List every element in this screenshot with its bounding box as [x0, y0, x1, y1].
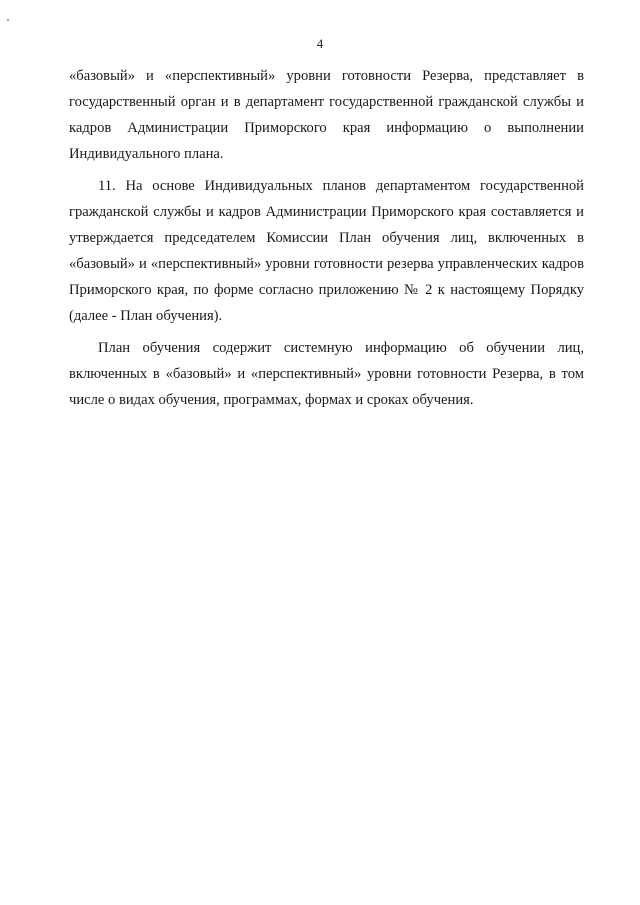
paragraph-item-11: 11. На основе Индивидуальных планов департаментом государственной гражданской службы и кадров Администрации Приморского края составляется и утверждается председателем Комиссии План обучения лиц, включенных в «базовый» и «перспективный» уровни готовности резерва управленческих кадров Приморского края, по форме согласно приложению № 2 к настоящему Порядку (далее - План обучения). [69, 178, 584, 324]
paragraph-continuation: «базовый» и «перспективный» уровни готовности Резерва, представляет в государственный орган и в департамент государственной гражданской службы и кадров Администрации Приморского края информацию о выполнении Индивидуального плана. [69, 68, 584, 162]
paragraph-training-plan: План обучения содержит системную информацию об обучении лиц, включенных в «базовый» и «перспективный» уровни готовности Резерва, в том числе о видах обучения, программах, формах и сроках обучения. [69, 340, 584, 408]
scan-speck [7, 19, 9, 21]
document-body [69, 63, 584, 413]
page-number: 4 [316, 36, 324, 51]
